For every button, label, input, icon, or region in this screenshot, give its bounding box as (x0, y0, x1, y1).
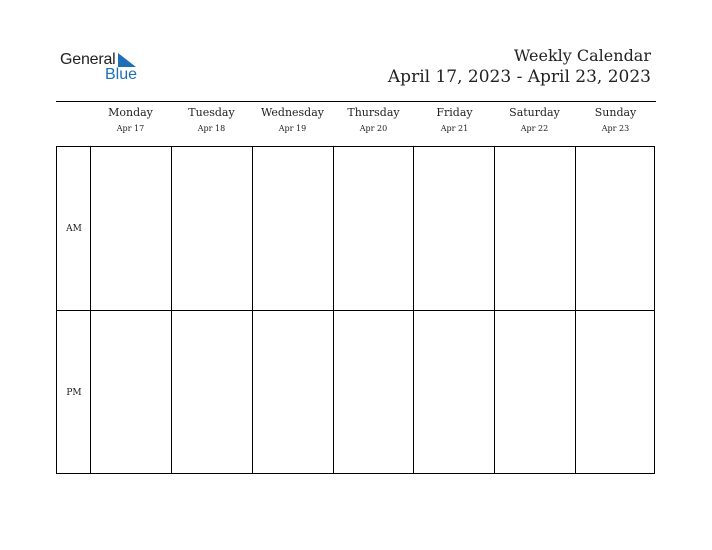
day-name: Saturday (509, 106, 560, 119)
day-name: Monday (108, 106, 153, 119)
day-cell-pm-saturday[interactable] (495, 311, 575, 473)
calendar-grid (56, 146, 655, 474)
day-name: Friday (436, 106, 473, 119)
day-date: Apr 23 (601, 124, 630, 133)
day-header-tuesday (171, 105, 252, 133)
day-cell-pm-monday[interactable] (91, 311, 171, 473)
day-cell-pm-tuesday[interactable] (172, 311, 252, 473)
day-cell-am-friday[interactable] (414, 147, 494, 310)
day-cell-am-tuesday[interactable] (172, 147, 252, 310)
day-cell-am-monday[interactable] (91, 147, 171, 310)
day-cell-am-thursday[interactable] (334, 147, 413, 310)
day-name: Wednesday (260, 106, 324, 119)
day-cell-pm-sunday[interactable] (576, 311, 654, 473)
day-header-saturday (494, 105, 575, 133)
flag-icon (118, 53, 136, 67)
day-header-sunday (575, 105, 656, 133)
day-name: Tuesday (188, 106, 235, 119)
page-title: Weekly Calendar (513, 46, 651, 65)
day-date: Apr 19 (278, 124, 307, 133)
day-date: Apr 18 (197, 124, 226, 133)
brand-logo (60, 50, 150, 86)
day-header-monday (90, 105, 171, 133)
day-cell-am-wednesday[interactable] (253, 147, 333, 310)
day-header-thursday (333, 105, 414, 133)
brand-word-general: General (60, 51, 116, 68)
day-date: Apr 21 (440, 124, 469, 133)
day-date: Apr 17 (116, 124, 145, 133)
day-date: Apr 20 (359, 124, 388, 133)
day-name: Thursday (347, 106, 400, 119)
day-name: Sunday (594, 106, 637, 119)
header-divider (56, 101, 656, 102)
date-range: April 17, 2023 - April 23, 2023 (387, 67, 651, 87)
day-header-friday (414, 105, 495, 133)
day-header-wednesday (252, 105, 333, 133)
day-cell-pm-wednesday[interactable] (253, 311, 333, 473)
period-label-am: AM (66, 224, 82, 234)
day-cell-am-sunday[interactable] (576, 147, 654, 310)
day-cell-pm-friday[interactable] (414, 311, 494, 473)
brand-word-blue: Blue (105, 66, 138, 83)
day-cell-am-saturday[interactable] (495, 147, 575, 310)
period-label-pm: PM (66, 388, 82, 398)
day-date: Apr 22 (520, 124, 549, 133)
day-cell-pm-thursday[interactable] (334, 311, 413, 473)
